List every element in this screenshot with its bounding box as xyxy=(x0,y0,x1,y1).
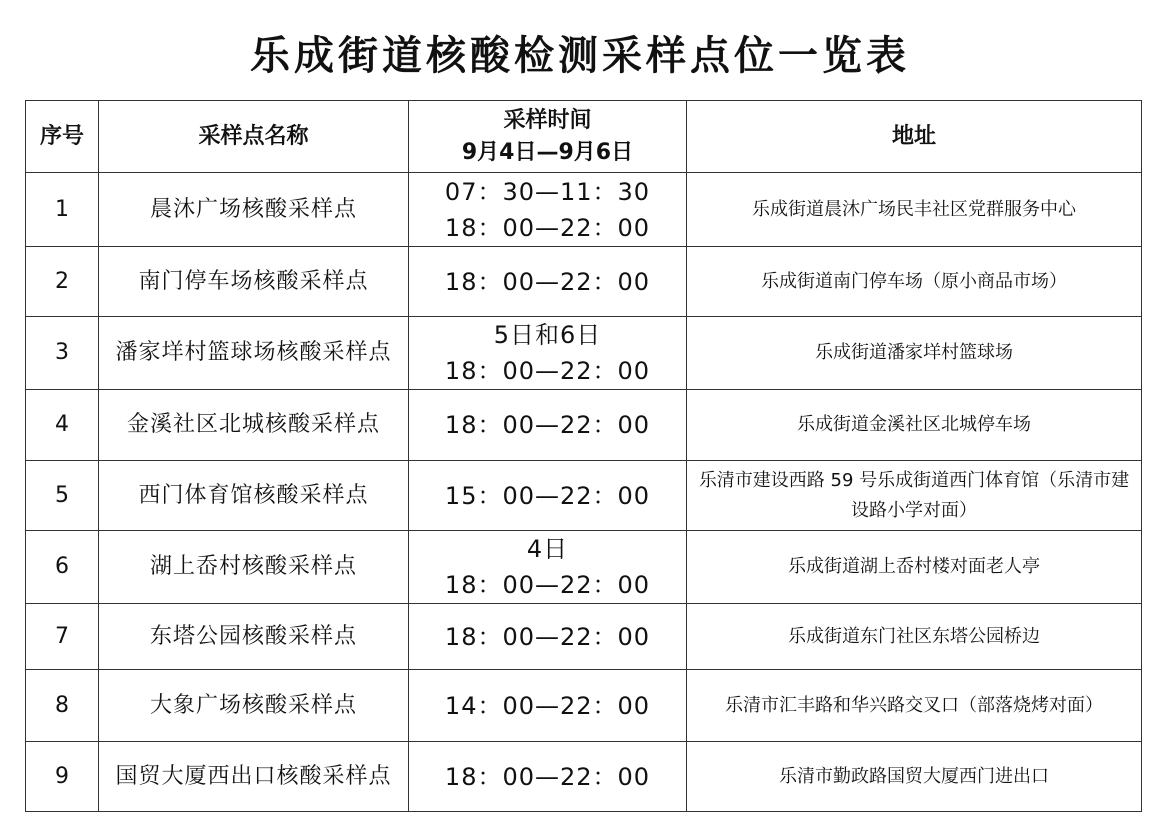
table-row xyxy=(26,531,1142,604)
table-row xyxy=(26,670,1142,742)
table-row xyxy=(26,390,1142,461)
row-time xyxy=(409,531,687,604)
row-index: 8 xyxy=(26,670,99,742)
row-site-name: 大象广场核酸采样点 xyxy=(99,670,409,742)
row-index: 1 xyxy=(26,173,99,247)
row-address: 乐成街道东门社区东塔公园桥边 xyxy=(687,604,1142,670)
row-site-name: 晨沐广场核酸采样点 xyxy=(99,173,409,247)
row-time: 18：00—22：00 xyxy=(409,742,687,812)
row-address: 乐成街道金溪社区北城停车场 xyxy=(687,390,1142,461)
header-time-label: 采样时间 xyxy=(503,107,592,133)
row-time-line2: 18：00—22：00 xyxy=(444,213,651,242)
row-index: 6 xyxy=(26,531,99,604)
header-time-range: 9月4日—9月6日 xyxy=(461,139,634,165)
row-site-name: 潘家垟村篮球场核酸采样点 xyxy=(99,317,409,390)
header-address: 地址 xyxy=(687,101,1142,173)
row-index: 9 xyxy=(26,742,99,812)
row-address: 乐清市建设西路 59 号乐成街道西门体育馆（乐清市建设路小学对面） xyxy=(687,461,1142,531)
header-index: 序号 xyxy=(26,101,99,173)
row-time: 18：00—22：00 xyxy=(409,604,687,670)
row-address: 乐成街道湖上岙村楼对面老人亭 xyxy=(687,531,1142,604)
row-time: 18：00—22：00 xyxy=(409,247,687,317)
row-time: 15：00—22：00 xyxy=(409,461,687,531)
row-address: 乐清市汇丰路和华兴路交叉口（部落烧烤对面） xyxy=(687,670,1142,742)
row-site-name: 南门停车场核酸采样点 xyxy=(99,247,409,317)
row-time-line1: 5日和6日 xyxy=(493,321,602,349)
table-row xyxy=(26,604,1142,670)
row-site-name: 东塔公园核酸采样点 xyxy=(99,604,409,670)
row-index: 4 xyxy=(26,390,99,461)
table-row xyxy=(26,247,1142,317)
header-name: 采样点名称 xyxy=(99,101,409,173)
table-header-row xyxy=(26,101,1142,173)
row-address: 乐成街道晨沐广场民丰社区党群服务中心 xyxy=(687,173,1142,247)
row-time: 14：00—22：00 xyxy=(409,670,687,742)
row-index: 5 xyxy=(26,461,99,531)
sampling-sites-table xyxy=(25,100,1142,812)
table-row xyxy=(26,742,1142,812)
row-index: 3 xyxy=(26,317,99,390)
table-row xyxy=(26,317,1142,390)
row-site-name: 金溪社区北城核酸采样点 xyxy=(99,390,409,461)
row-address: 乐成街道南门停车场（原小商品市场） xyxy=(687,247,1142,317)
table-row xyxy=(26,173,1142,247)
table-row xyxy=(26,461,1142,531)
page-title: 乐成街道核酸检测采样点位一览表 xyxy=(250,33,910,79)
row-time-line1: 4日 xyxy=(526,535,569,563)
row-time-line2: 18：00—22：00 xyxy=(444,357,651,385)
row-time-line1: 07：30—11：30 xyxy=(444,177,651,206)
header-time xyxy=(409,101,687,173)
row-site-name: 湖上岙村核酸采样点 xyxy=(99,531,409,604)
row-index: 2 xyxy=(26,247,99,317)
row-time-line2: 18：00—22：00 xyxy=(444,571,651,599)
row-time: 18：00—22：00 xyxy=(409,390,687,461)
row-site-name: 西门体育馆核酸采样点 xyxy=(99,461,409,531)
row-index: 7 xyxy=(26,604,99,670)
row-time xyxy=(409,173,687,247)
row-site-name: 国贸大厦西出口核酸采样点 xyxy=(99,742,409,812)
row-address: 乐成街道潘家垟村篮球场 xyxy=(687,317,1142,390)
row-address: 乐清市勤政路国贸大厦西门进出口 xyxy=(687,742,1142,812)
row-time xyxy=(409,317,687,390)
